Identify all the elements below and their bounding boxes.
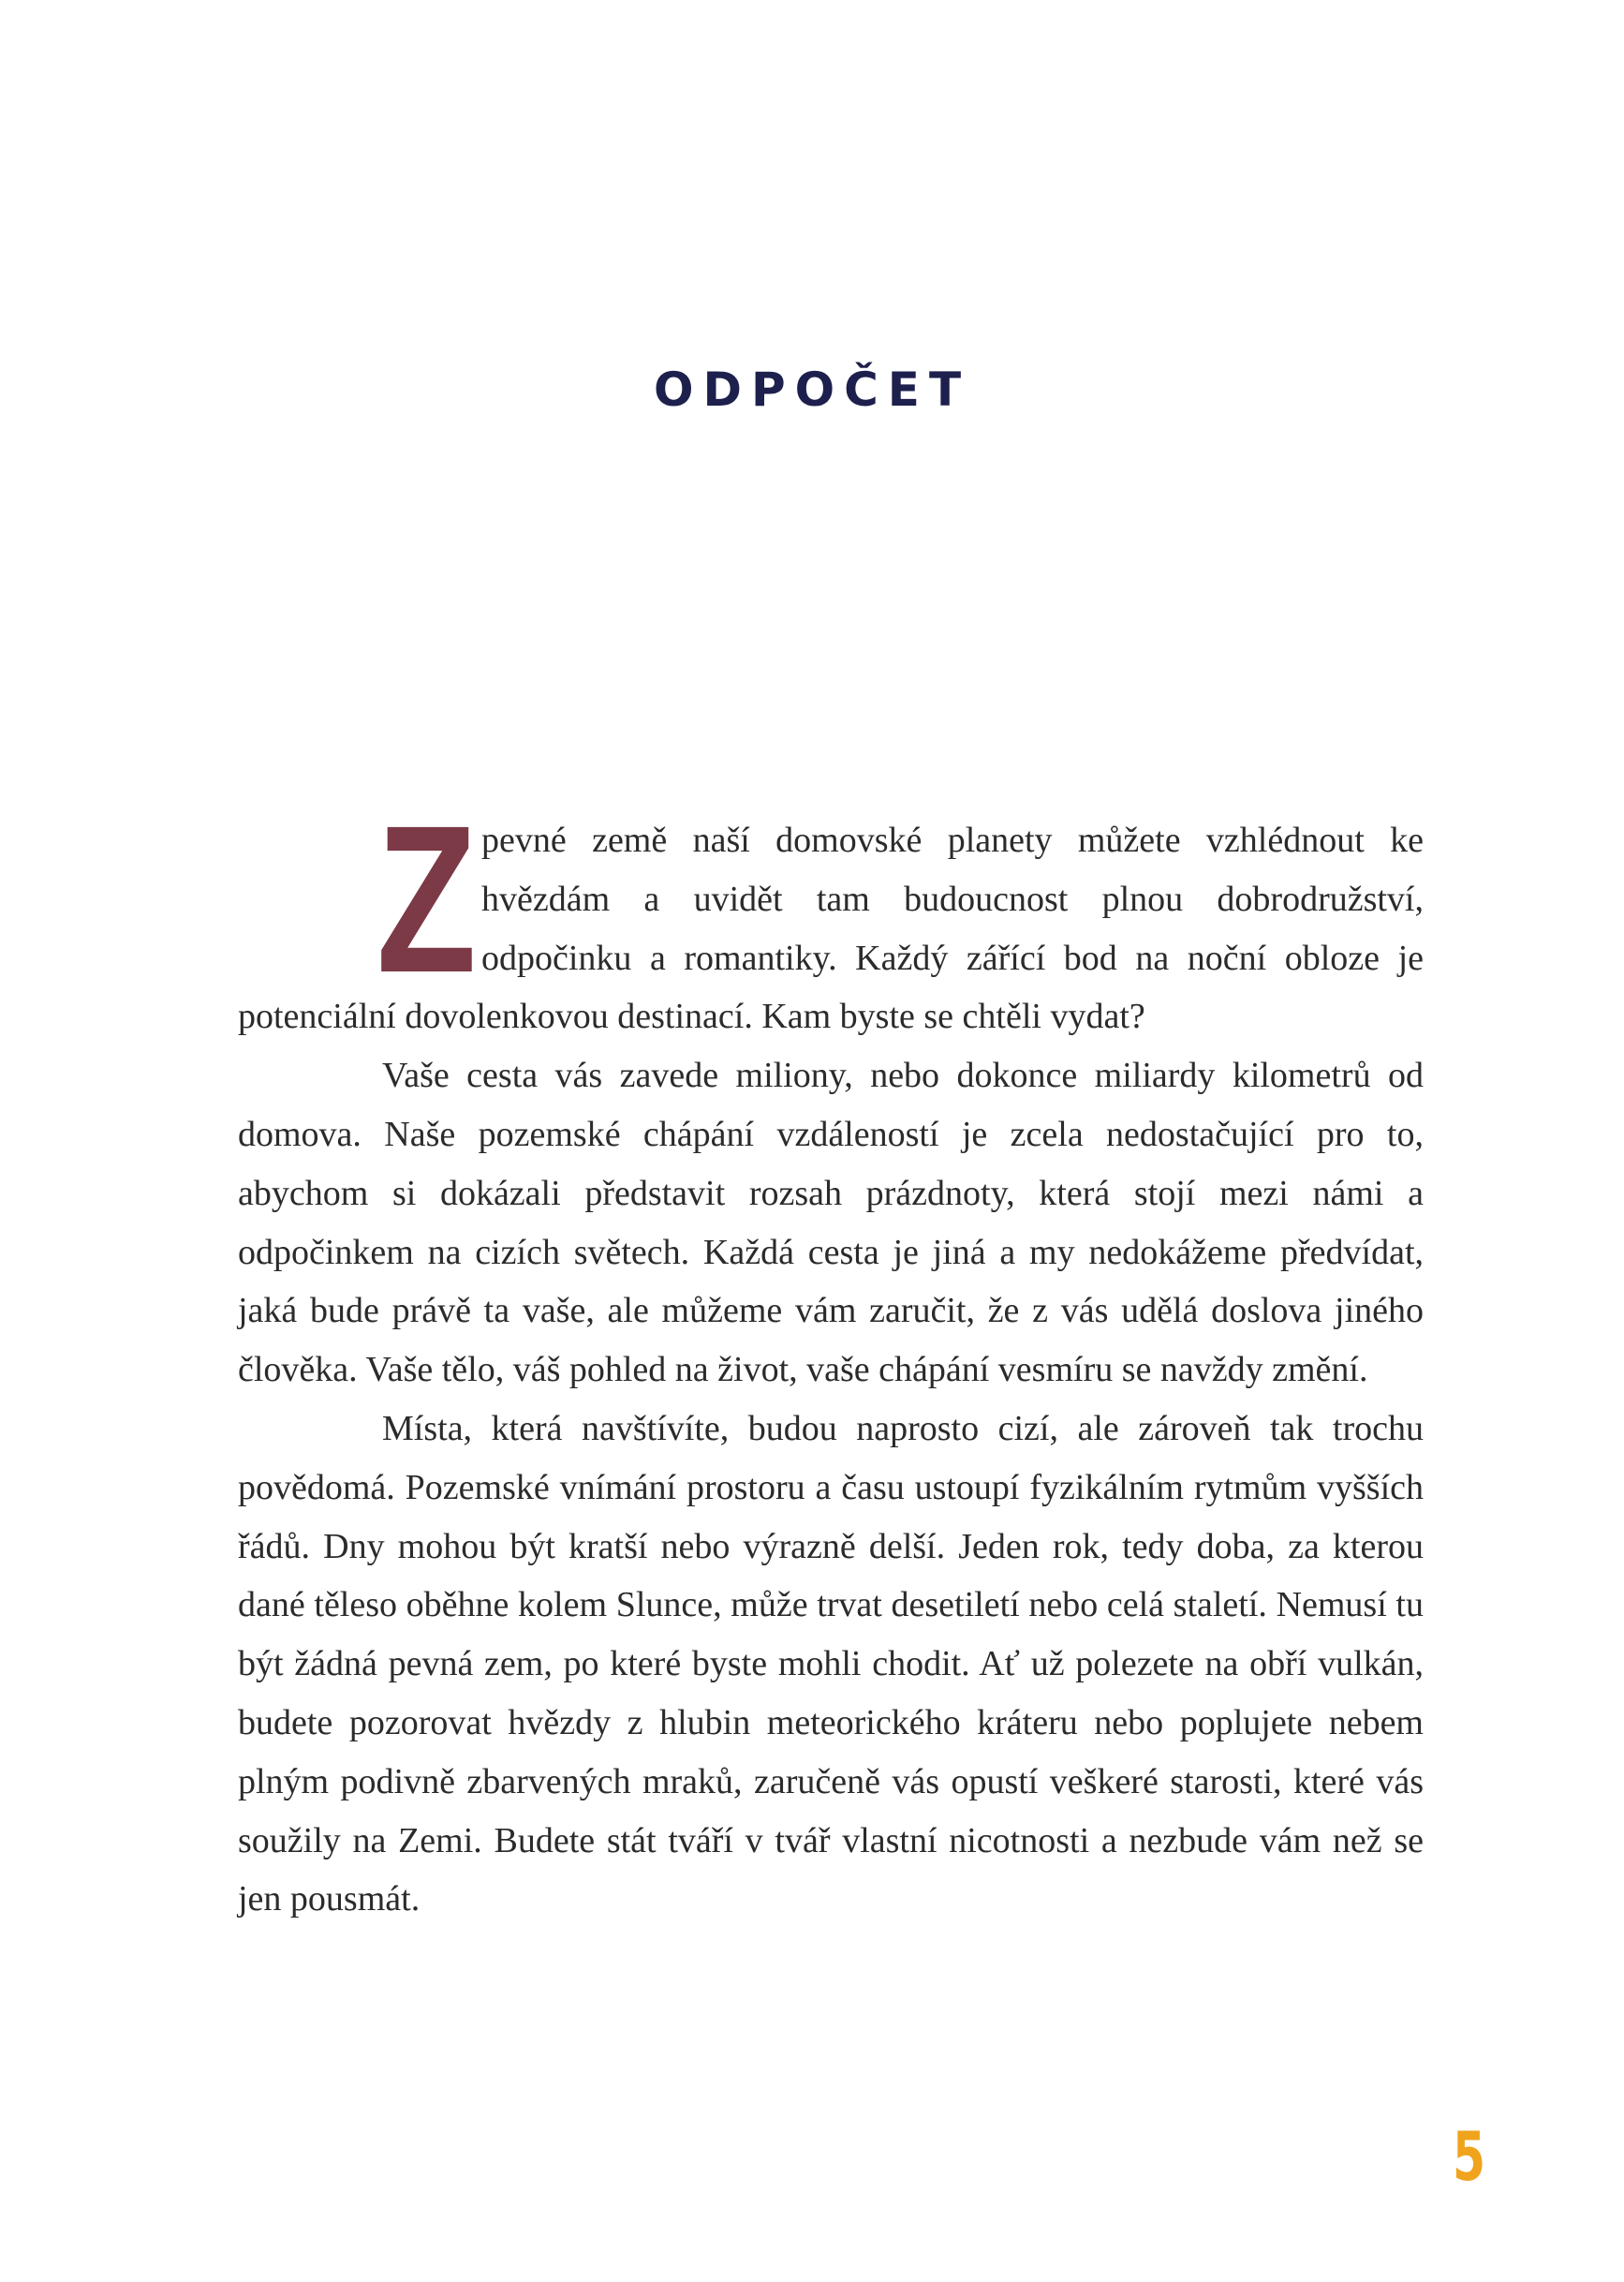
paragraph-1	[238, 782, 1424, 1046]
paragraph-1-text: pevné země naší domovské planety můžete vzhlédnout ke hvězdám a uvidět tam budoucnost plnou dobrodružství, odpočinku a romantiky. Každý zářící bod na noční obloze je potenciální dovolenkovou destinací. Kam byste se chtěli vydat?	[238, 821, 1424, 1037]
paragraph-2: Vaše cesta vás zavede miliony, nebo dokonce miliardy kilometrů od domova. Naše pozemské chápání vzdáleností je zcela nedostačující pro to, abychom si dokázali představit rozsah prázdnoty, která stojí mezi námi a odpočinkem na cizích světech. Každá cesta je jiná a my nedokážeme předvídat, jaká bude právě ta vaše, ale můžeme vám zaručit, že z vás udělá doslova jiného člověka. Vaše tělo, váš pohled na život, vaše chápání vesmíru se navždy změní.	[238, 1056, 1424, 1390]
page-number: 5	[1452, 2117, 1485, 2196]
chapter-title: ODPOČET	[653, 362, 971, 417]
chapter-body	[238, 782, 1424, 1929]
paragraph-3: Místa, která navštívíte, budou naprosto cizí, ale zároveň tak trochu povědomá. Pozemské vnímání prostoru a času ustoupí fyzikálním rytmům vyšších řádů. Dny mohou být kratší nebo výrazně delší. Jeden rok, tedy doba, za kterou dané těleso oběhne kolem Slunce, může trvat desetiletí nebo celá staletí. Nemusí tu být žádná pevná zem, po které byste mohli chodit. Ať už polezete na obří vulkán, budete pozorovat hvězdy z hlubin meteorického kráteru nebo poplujete nebem plným podivně zbarvených mraků, zaručeně vás opustí veškeré starosti, které vás soužily na Zemi. Budete stát tváří v tvář vlastní nicotnosti a nezbude vám než se jen pousmát.	[238, 1408, 1424, 1919]
drop-cap: Z	[376, 782, 477, 1016]
